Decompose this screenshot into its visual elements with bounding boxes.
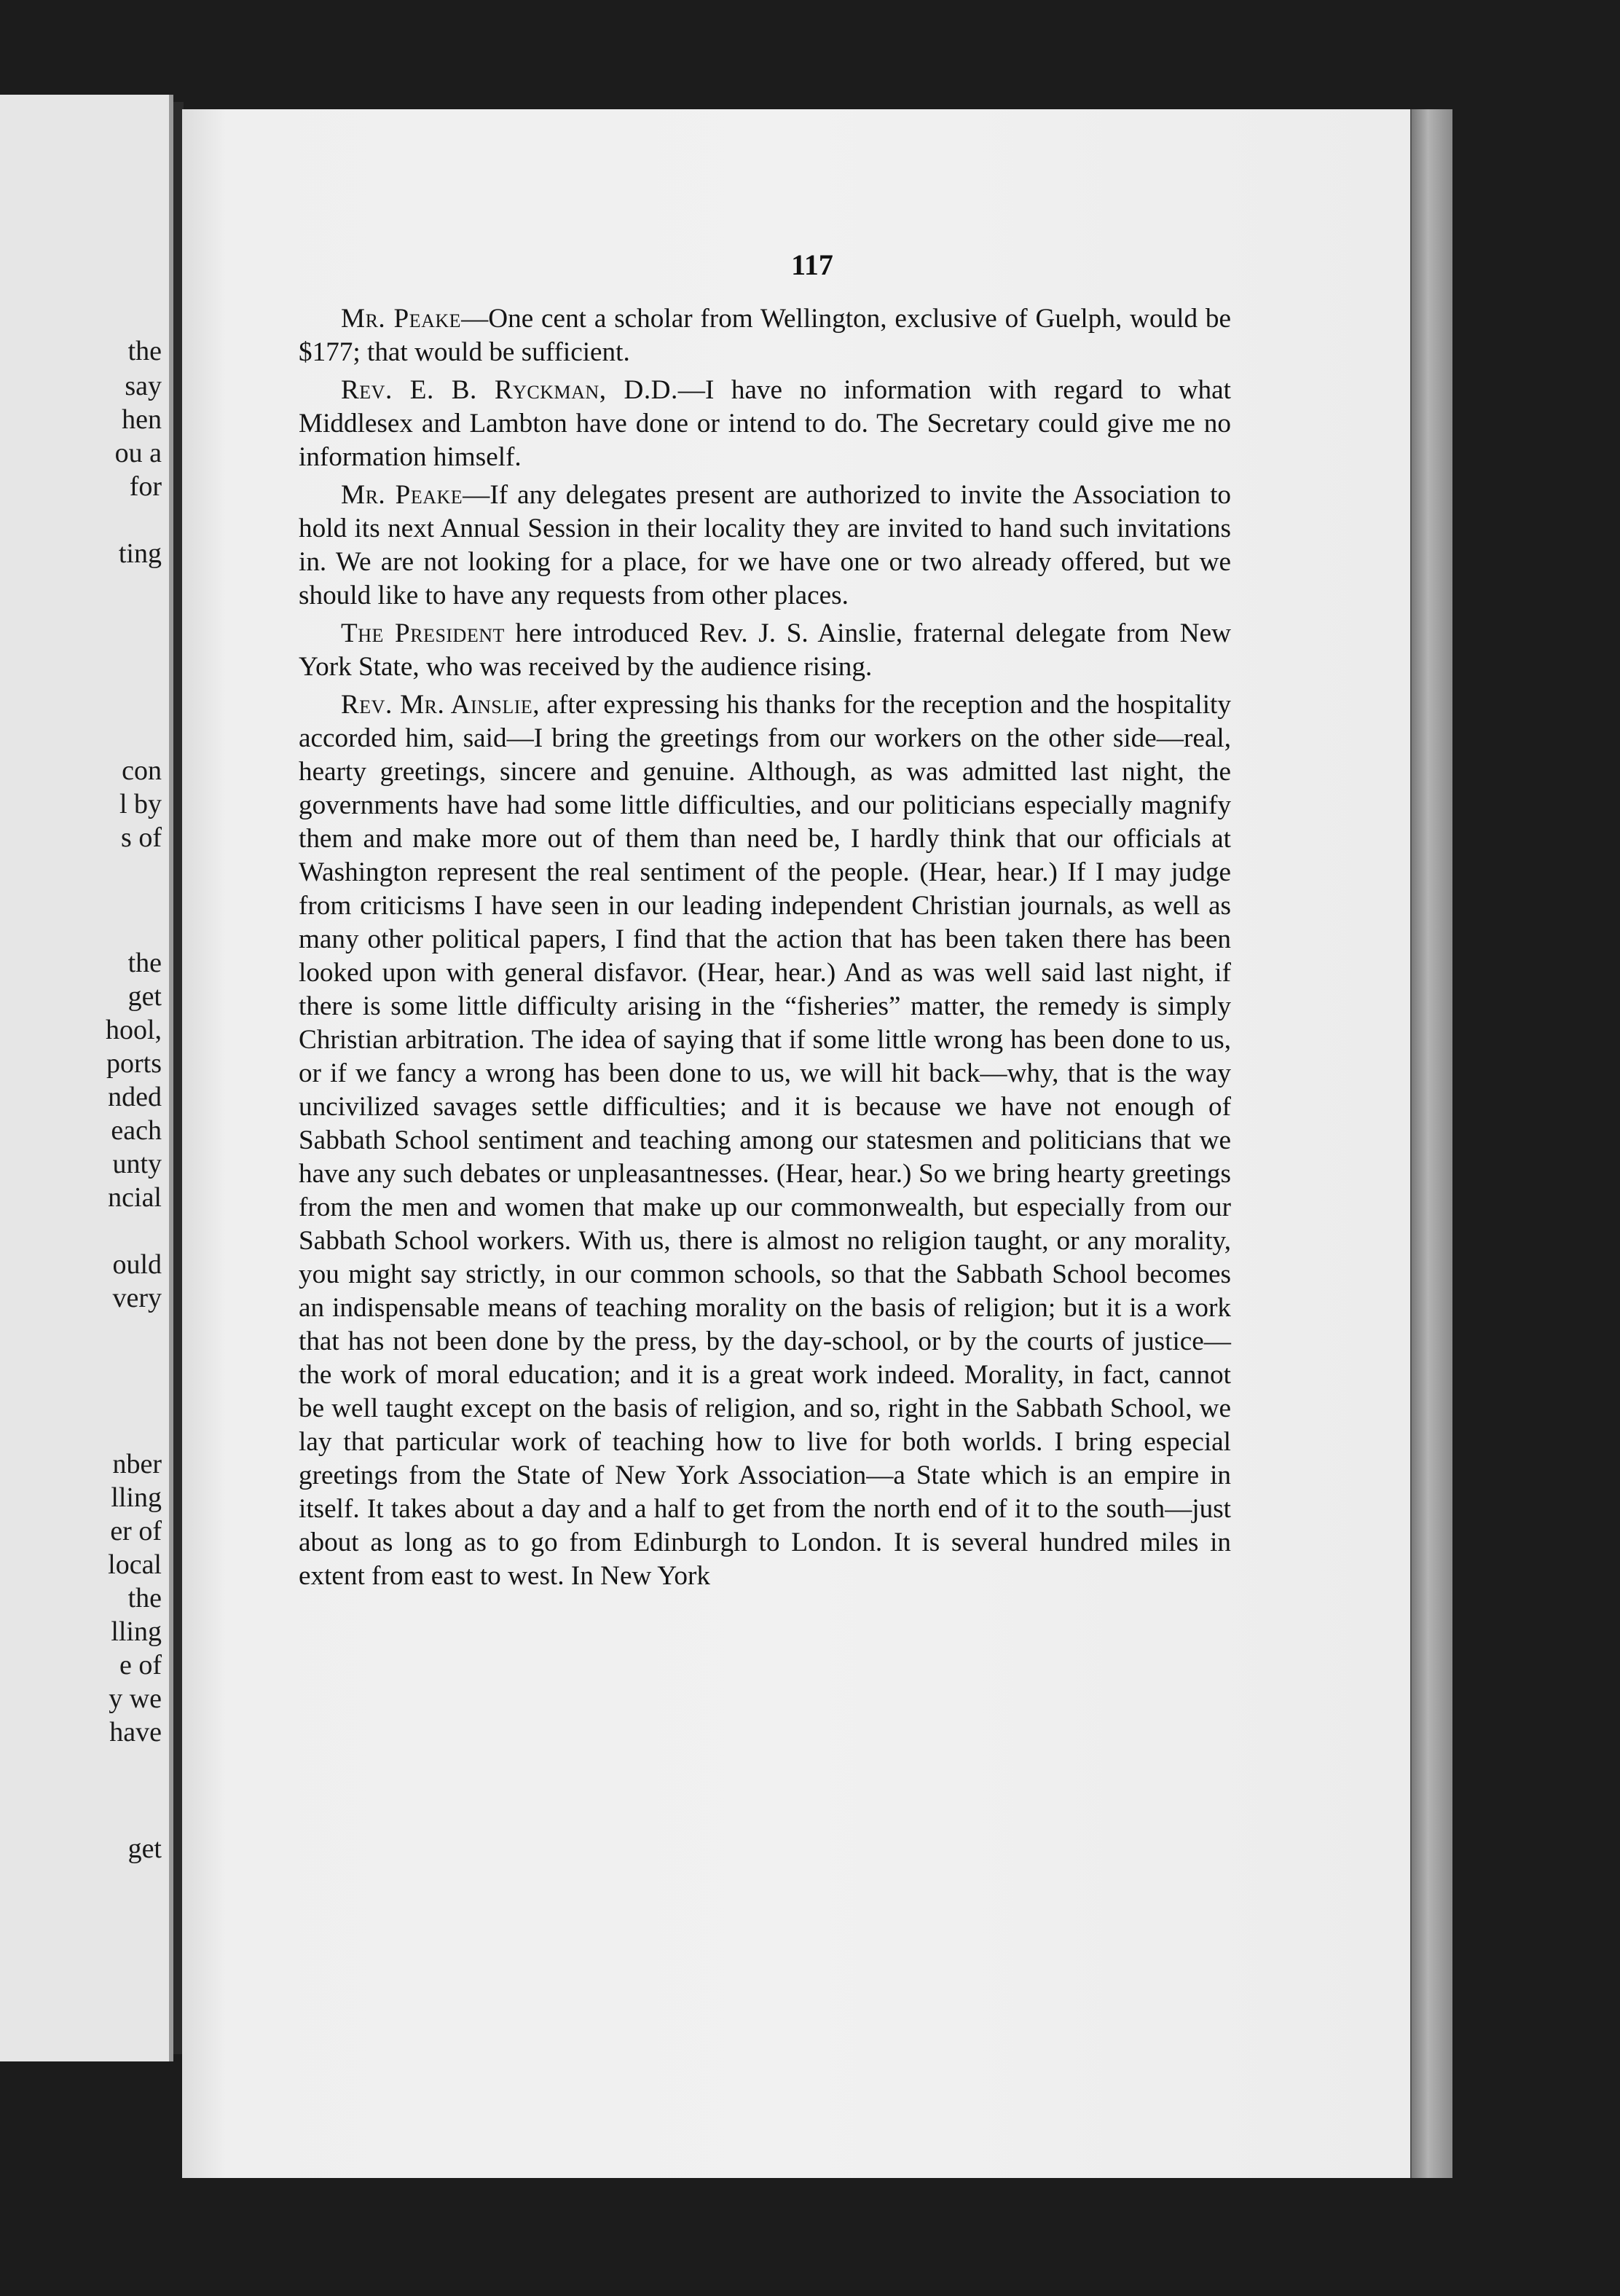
paragraph-text: —One cent a scholar from Wellington, exclusive of Guelph, would be $177; that would be sufficient. (299, 304, 1232, 367)
speaker-name: The President (341, 618, 505, 648)
speaker-name: Mr. Peake (341, 304, 462, 334)
left-fragment: get (127, 1833, 162, 1864)
left-fragment: lling (111, 1616, 162, 1647)
left-fragment: e of (119, 1650, 162, 1680)
left-fragment: l by (119, 789, 162, 819)
left-fragment: very (112, 1283, 162, 1313)
left-fragment: get (127, 981, 162, 1012)
paragraph (299, 374, 1231, 474)
left-fragment: con (122, 755, 162, 786)
left-fragment: s of (121, 822, 162, 853)
left-fragment: er of (110, 1516, 162, 1546)
left-fragment: nded (108, 1082, 162, 1112)
left-fragment: hen (122, 404, 162, 435)
speaker-name: Mr. Peake (341, 480, 463, 510)
left-fragment: the (127, 1583, 162, 1613)
left-fragment: unty (112, 1149, 162, 1179)
page-stack-edge (1410, 109, 1452, 2178)
left-fragment: ting (118, 538, 162, 569)
left-fragment: each (111, 1115, 162, 1146)
page-body (299, 302, 1231, 1597)
left-fragment: for (129, 471, 162, 502)
paragraph (299, 688, 1231, 1593)
left-fragment: ncial (108, 1182, 162, 1213)
left-fragment: ports (106, 1048, 162, 1079)
left-page-edge (0, 95, 173, 2061)
paragraph (299, 617, 1231, 684)
page-number: 117 (791, 248, 833, 281)
left-fragment: y we (109, 1683, 162, 1714)
right-page (182, 109, 1413, 2178)
left-fragment: lling (111, 1482, 162, 1513)
paragraph (299, 302, 1231, 369)
left-page-text-fragments (0, 95, 169, 2061)
paragraph-text: —I have no information with regard to what Middlesex and Lambton have done or intend to do. The Secretary could give me no information himself. (299, 375, 1231, 472)
left-fragment: ou a (114, 438, 162, 468)
paragraph-text: —If any delegates present are authorized to invite the Association to hold its next Annual Session in their locality they are invited to hand such invitations in. We are not looking for a place, for we have one or two already offered, but we should like to have any requests from other places. (299, 480, 1231, 610)
left-fragment: local (108, 1549, 162, 1580)
speaker-name: Rev. Mr. Ainslie (341, 690, 533, 720)
speaker-name: Rev. E. B. Ryckman, D.D. (341, 375, 678, 405)
paragraph-text: here introduced Rev. J. S. Ainslie, fraternal delegate from New York State, who was received by the audience rising. (299, 618, 1231, 682)
left-fragment: the (127, 336, 162, 366)
left-fragment: nber (112, 1449, 162, 1479)
left-fragment: hool, (105, 1015, 162, 1045)
paragraph-text: , after expressing his thanks for the reception and the hospitality accorded him, said—I bring the greetings from our workers on the other side—real, hearty greetings, sincere and genuine. Although, as was admitted last night, the governments have had some little difficulties, and our politicians especially magnify them and make more out of them than need be, I hardly think that our officials at Washington represent the real sentiment of the people. (Hear, hear.) If I may judge from criticisms I have seen in our leading independent Christian journals, as well as many other political papers, I find that the action that has been taken there has been looked upon with general disfavor. (Hear, hear.) And as was well said last night, if there is some little difficulty arising in the “fisheries” matter, the remedy is simply Christian arbitration. The idea of saying that if some little wrong has been done to us, or if we fancy a wrong has been done to us, we will hit back—why, that is the way uncivilized savages settle difficulties; and it is because we have not enough of Sabbath School sentiment and teaching among our statesmen and politicians that we have any such debates or unpleasantnesses. (Hear, hear.) So we bring hearty greetings from the men and women that make up our commonwealth, but especially from our Sabbath School workers. With us, there is almost no religion taught, or any morality, you might say strictly, in our common schools, so that the Sabbath School becomes an indispensable means of teaching morality on the basis of religion; but it is a work that has not been done by the press, by the day-school, or by the courts of justice—the work of moral education; and it is a great work indeed. Morality, in fact, cannot be well taught except on the basis of religion, and so, right in the Sabbath School, we lay that particular work of teaching how to live for both worlds. I bring especial greetings from the State of New York Association—a State which is an empire in itself. It takes about a day and a half to get from the north end of it to the south—just about as long as to go from Edinburgh to London. It is several hundred miles in extent from east to west. In New York (299, 690, 1231, 1591)
left-fragment: have (109, 1717, 162, 1747)
left-fragment: say (125, 371, 162, 401)
left-fragment: ould (112, 1249, 162, 1280)
paragraph (299, 479, 1231, 613)
left-fragment: the (127, 948, 162, 978)
